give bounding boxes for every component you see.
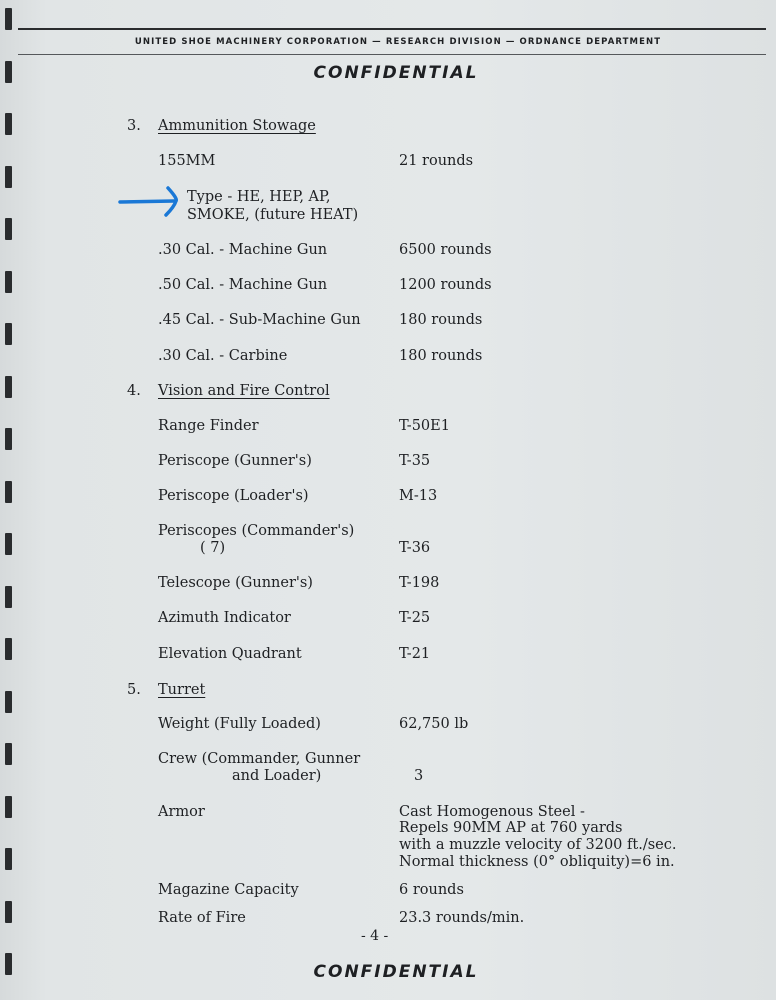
armor-line-2: Repels 90MM AP at 760 yards bbox=[399, 820, 623, 836]
row-label: Telescope (Gunner's) bbox=[158, 575, 313, 591]
row-value: T-36 bbox=[399, 540, 431, 556]
armor-line-3: with a muzzle velocity of 3200 ft./sec. bbox=[399, 837, 677, 853]
ammo-type-line-2: SMOKE, (future HEAT) bbox=[187, 207, 359, 223]
row-value: 1200 rounds bbox=[399, 277, 492, 293]
binding-hole bbox=[5, 691, 12, 713]
section-title-vision-fire-control: Vision and Fire Control bbox=[158, 383, 330, 399]
binding-hole bbox=[5, 113, 12, 135]
organization-header: UNITED SHOE MACHINERY CORPORATION — RESEARCH DIVISION — ORDNANCE DEPARTMENT bbox=[134, 37, 662, 47]
binding-hole bbox=[5, 8, 12, 30]
section-number: 5. bbox=[127, 682, 141, 698]
row-label-continued: ( 7) bbox=[200, 540, 226, 556]
row-label: Periscope (Gunner's) bbox=[158, 453, 312, 469]
row-label: Azimuth Indicator bbox=[158, 610, 291, 626]
row-label: Crew (Commander, Gunner bbox=[158, 751, 361, 767]
row-value: 6 rounds bbox=[399, 882, 464, 898]
row-label: Rate of Fire bbox=[158, 910, 246, 926]
row-value: 3 bbox=[414, 768, 424, 784]
row-value: 62,750 lb bbox=[399, 716, 469, 732]
row-label: 155MM bbox=[158, 153, 216, 169]
binding-hole bbox=[5, 901, 12, 923]
binding-hole bbox=[5, 428, 12, 450]
row-value: T-35 bbox=[399, 453, 431, 469]
row-value: 180 rounds bbox=[399, 312, 483, 328]
row-value: T-198 bbox=[399, 575, 440, 591]
classification-bottom: CONFIDENTIAL bbox=[313, 962, 479, 982]
top-rule bbox=[18, 28, 766, 30]
row-label: Elevation Quadrant bbox=[158, 646, 302, 662]
section-number: 4. bbox=[127, 383, 141, 399]
binding-hole bbox=[5, 533, 12, 555]
row-label: Range Finder bbox=[158, 418, 259, 434]
row-label-continued: and Loader) bbox=[232, 768, 322, 784]
row-label: Periscopes (Commander's) bbox=[158, 523, 355, 539]
binding-hole bbox=[5, 323, 12, 345]
header-rule bbox=[18, 54, 766, 55]
row-value: 23.3 rounds/min. bbox=[399, 910, 525, 926]
row-value: M-13 bbox=[399, 488, 438, 504]
row-value: T-21 bbox=[399, 646, 431, 662]
row-value: T-50E1 bbox=[399, 418, 450, 434]
ammo-type-line-1: Type - HE, HEP, AP, bbox=[187, 189, 331, 205]
binding-hole bbox=[5, 376, 12, 398]
armor-line-1: Cast Homogenous Steel - bbox=[399, 804, 585, 820]
row-label: Armor bbox=[158, 804, 205, 820]
row-label: .45 Cal. - Sub-Machine Gun bbox=[158, 312, 361, 328]
binding-hole bbox=[5, 796, 12, 818]
binding-hole bbox=[5, 271, 12, 293]
binding-holes bbox=[0, 0, 22, 1000]
row-label: .50 Cal. - Machine Gun bbox=[158, 277, 328, 293]
section-title-ammunition-stowage: Ammunition Stowage bbox=[158, 118, 316, 134]
binding-hole bbox=[5, 586, 12, 608]
row-value: 21 rounds bbox=[399, 153, 474, 169]
binding-hole bbox=[5, 638, 12, 660]
row-label: Periscope (Loader's) bbox=[158, 488, 309, 504]
right-arrow-icon bbox=[118, 185, 188, 225]
section-title-turret: Turret bbox=[158, 682, 206, 698]
row-label: .30 Cal. - Carbine bbox=[158, 348, 288, 364]
binding-hole bbox=[5, 481, 12, 503]
section-number: 3. bbox=[127, 118, 141, 134]
row-value: 6500 rounds bbox=[399, 242, 492, 258]
binding-hole bbox=[5, 218, 12, 240]
page-number: - 4 - bbox=[361, 928, 389, 944]
row-value: T-25 bbox=[399, 610, 431, 626]
binding-hole bbox=[5, 848, 12, 870]
classification-top: CONFIDENTIAL bbox=[313, 63, 479, 83]
armor-line-4: Normal thickness (0° obliquity)=6 in. bbox=[399, 854, 675, 870]
row-value: 180 rounds bbox=[399, 348, 483, 364]
row-label: Weight (Fully Loaded) bbox=[158, 716, 321, 732]
binding-hole bbox=[5, 743, 12, 765]
row-label: .30 Cal. - Machine Gun bbox=[158, 242, 328, 258]
binding-hole bbox=[5, 166, 12, 188]
row-label: Magazine Capacity bbox=[158, 882, 299, 898]
